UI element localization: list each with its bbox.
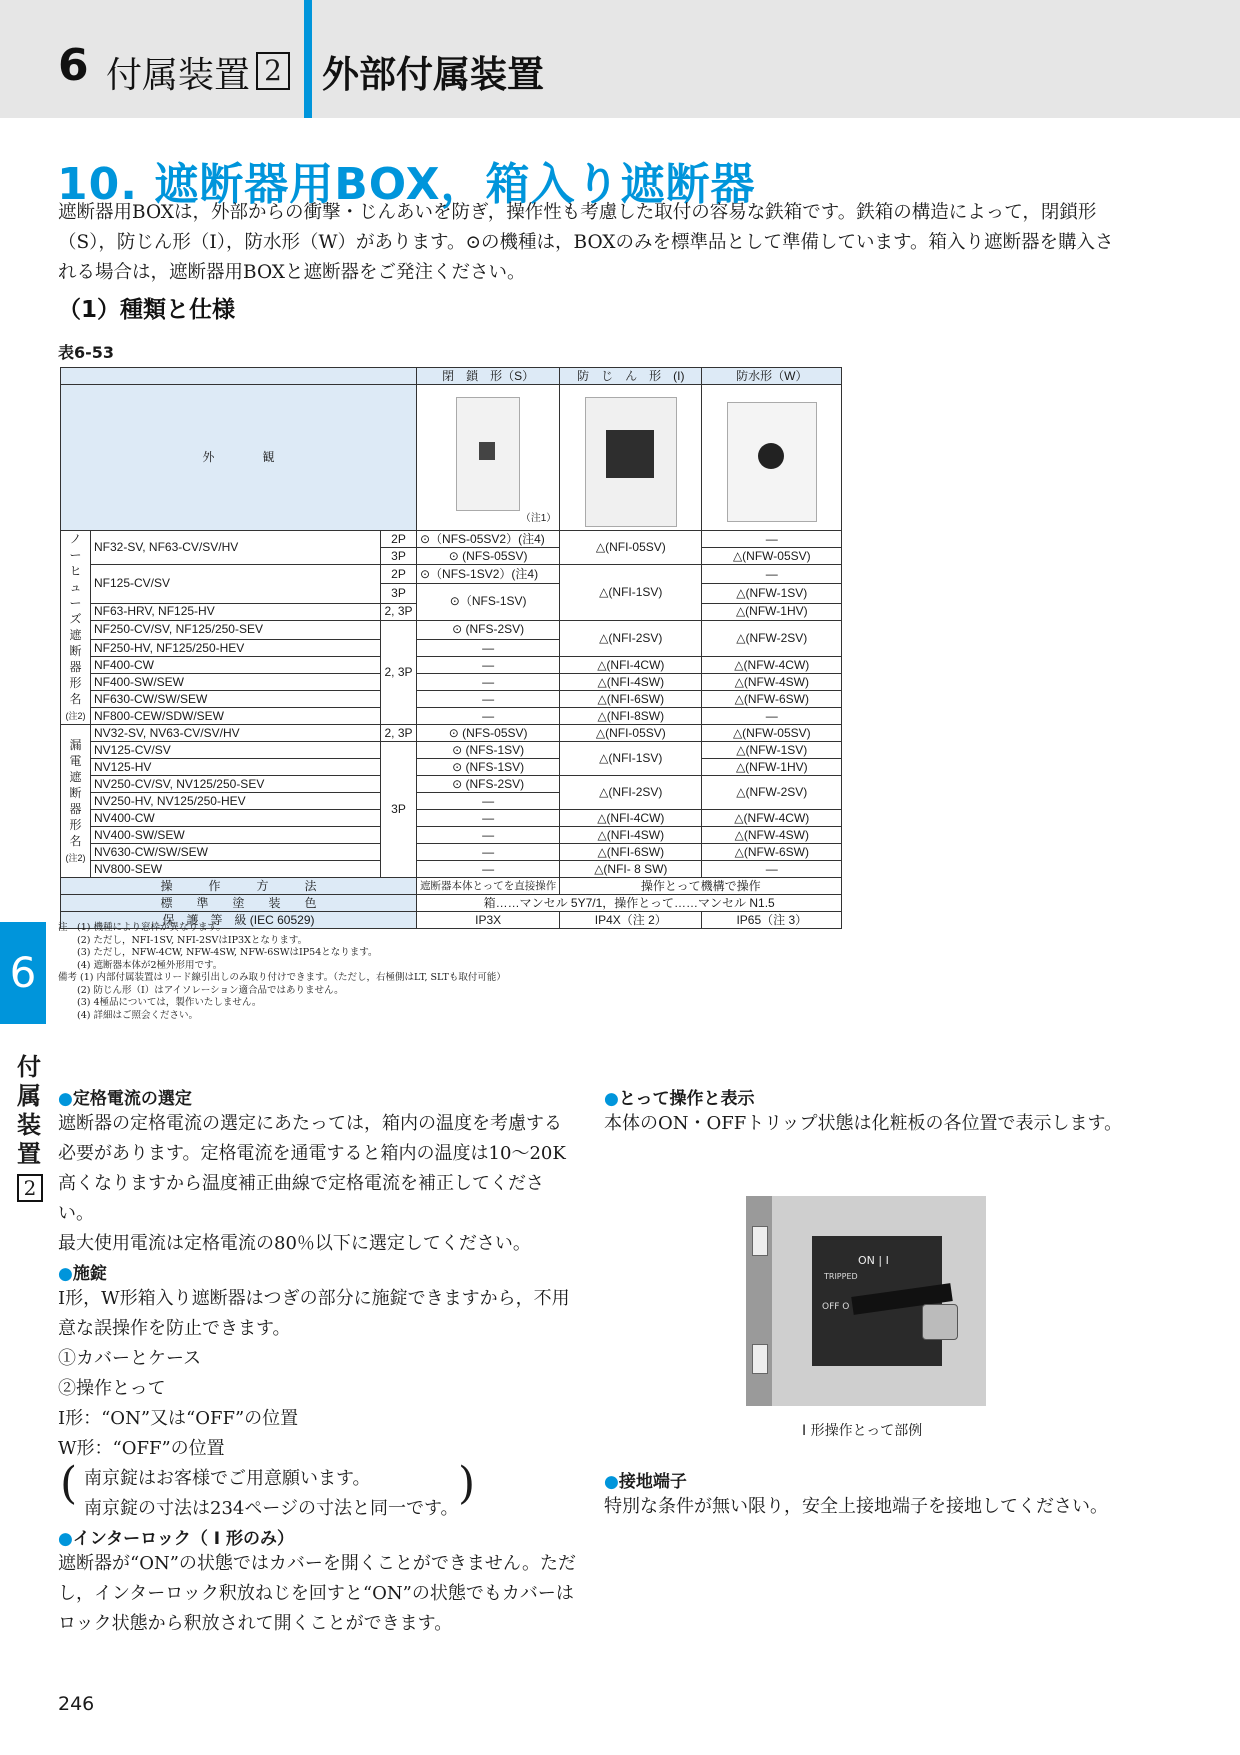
list-item: W形：“OFF”の位置 [58,1438,225,1459]
appearance-waterproof [702,385,842,531]
table-row: NV125-HV ⊙ (NFS-1SV) △(NFW-1HV) [61,759,842,776]
table-header-row [61,368,842,385]
para-grounding: 特別な条件が無い限り，安全上接地端子を接地してください。 [604,1496,1108,1517]
table-row: NF400-SW/SEW — △(NFI-4SW) △(NFW-4SW) [61,674,842,691]
para-handle-display: 本体のON・OFFトリップ状態は化粧板の各位置で表示します。 [604,1113,1123,1134]
para-interlock: 遮断器が“ON”の状態ではカバーを開くことができません。ただし，インターロック釈放ねじを回すと“ON”の状態でもカバーはロック状態から釈放されて開くことができます。 [58,1553,576,1634]
rotary-handle-icon [758,443,784,469]
table-row: 3P ⊙ (NFS-05SV) △(NFW-05SV) [61,548,842,565]
table-row: NF250-HV, NF125/250-HEV — [61,640,842,657]
appearance-label: 外 観 [61,385,417,531]
appearance-row [61,385,842,531]
table-row: NF250-CV/SV, NF125/250-SEV 2, 3P ⊙ (NFS-2SV) △(NFI-2SV) △(NFW-2SV) [61,620,842,639]
appearance-dustproof [560,385,702,531]
table-row: NV125-CV/SV 3P ⊙ (NFS-1SV) △(NFI-1SV) △(NFW-1SV) [61,742,842,759]
bracket-note: ( ) 南京錠はお客様でご用意願います。 南京錠の寸法は234ページの寸法と同一です。 [60,1458,476,1519]
page-number: 246 [58,1693,95,1715]
table-row-protection: 保 護 等 級 (IEC 60529) IP3X IP4X（注 2） IP65（注 3） [61,912,842,929]
table-row-paint: 標 準 塗 装 色 箱……マンセル 5Y7/1，操作とって……マンセル N1.5 [61,895,842,912]
table-row: ノーヒューズ遮断器形名 (注2) NF32-SV, NF63-CV/SV/HV 2P ⊙（NFS-05SV2）(注4) △(NFI-05SV) — [61,531,842,548]
table-row: NV250-HV, NV125/250-HEV — [61,793,842,810]
list-item: I形：“ON”又は“OFF”の位置 [58,1408,299,1429]
intro-paragraph: 遮断器用BOXは，外部からの衝撃・じんあいを防ぎ，操作性も考慮した取付の容易な鉄箱です。鉄箱の構造によって，閉鎖形（S），防じん形（I），防水形（W）があります。⊙の機種は，BOXのみを標準品として準備しています。箱入り遮断器を購入される場合は，遮断器用BOXと遮断器をご発注ください。 [58,202,1114,283]
dustproof-box-image [585,397,677,527]
table-row: NF630-CW/SW/SEW — △(NFI-6SW) △(NFW-6SW) [61,691,842,708]
chapter-box-number: 2 [256,52,290,90]
table-row: NF63-HRV, NF125-HV 2, 3P △(NFW-1HV) [61,603,842,620]
col-header-dustproof: 防 じ ん 形 (I) [560,368,702,385]
grounding-section [604,1467,1124,1522]
handle-photo [746,1196,986,1406]
para-locking: I形，W形箱入り遮断器はつぎの部分に施錠できますから，不用意な誤操作を防止できます。 [58,1288,570,1339]
hinge-icon [752,1344,768,1374]
side-tab-box: 2 [17,1174,43,1202]
waterproof-box-image [727,402,817,522]
table-notes: 注 (1) 機種により窓枠が異なります。 (2) ただし，NFI-1SV, NFI-2SVはIP3Xとなります。 (3) ただし，NFW-4CW, NFW-4SW, NFW-6SWはIP54となります。 (4) 遮断器本体が2極外形用です。 備考 (1) 内部付属装置はリード線引出しのみ取り付けできます。（ただし，右極側はLT, SLTも取付可能） (2) 防じん形（I）はアイソレーション適合品ではありません。 (3) 4極品については，製作いたしません。 (4) 詳細はご照会ください。 [58,922,506,1021]
table-row: NV800-SEW — △(NFI- 8 SW) — [61,861,842,878]
subsection-heading: （1）種類と仕様 [58,297,236,323]
table-row: NF800-CEW/SDW/SEW — △(NFI-8SW) — [61,708,842,725]
heading-rated-current: ●定格電流の選定 [58,1089,192,1109]
hinge-icon [752,1226,768,1256]
table-row: NV400-CW — △(NFI-4CW) △(NFW-4CW) [61,810,842,827]
heading-locking: ●施錠 [58,1264,107,1284]
heading-grounding: ●接地端子 [604,1472,687,1492]
handle-window-icon [479,442,495,460]
table-row: NF125-CV/SV 2P ⊙（NFS-1SV2）(注4) △(NFI-1SV) — [61,565,842,584]
handle-plate-icon [606,430,654,478]
para-rated-current: 遮断器の定格電流の選定にあたっては，箱内の温度を考慮する必要があります。定格電流を通電すると箱内の温度は10〜20K高くなりますから温度補正曲線で定格電流を補正してください。 [58,1113,566,1224]
chapter-title: 付属装置 [106,55,251,96]
appearance-note: （注1） [520,513,557,524]
left-column [58,1084,578,1639]
table-row: NV250-CV/SV, NV125/250-SEV ⊙ (NFS-2SV) △(NFI-2SV) △(NFW-2SV) [61,776,842,793]
table-row: NV400-SW/SEW — △(NFI-4SW) △(NFW-4SW) [61,827,842,844]
handle-plate-icon: ON | I TRIPPED OFF O [812,1236,942,1366]
side-tab-number: 6 [0,922,46,1024]
list-item: ①カバーとケース [58,1348,202,1369]
closed-box-image [456,397,520,511]
table-row: 3P ⊙（NFS-1SV) △(NFW-1SV) [61,584,842,603]
chapter-number: 6 [58,40,89,91]
photo-caption: I 形操作とって部例 [802,1423,923,1439]
table-label: 表6-53 [58,343,115,362]
list-item: ②操作とって [58,1378,166,1399]
heading-handle-display: ●とって操作と表示 [604,1089,755,1109]
section-title: 外部付属装置 [322,53,544,96]
heading-interlock: ●インターロック（ I 形のみ） [58,1529,294,1549]
table-row: NV630-CW/SW/SEW — △(NFI-6SW) △(NFW-6SW) [61,844,842,861]
col-header-waterproof: 防水形（W） [702,368,842,385]
spec-table [60,367,842,929]
group-elcb-label: 漏電遮断器形名 (注2) [61,725,91,878]
table-row: 漏電遮断器形名 (注2) NV32-SV, NV63-CV/SV/HV 2, 3P ⊙ (NFS-05SV) △(NFI-05SV) △(NFW-05SV) [61,725,842,742]
para-max-current: 最大使用電流は定格電流の80％以下に選定してください。 [58,1233,531,1254]
group-nofuse-label: ノーヒューズ遮断器形名 (注2) [61,531,91,725]
appearance-closed [417,385,560,531]
header-divider [304,0,312,118]
table-row-operation: 操 作 方 法 遮断器本体とってを直接操作 操作とって機構で操作 [61,878,842,895]
page-title: 10. 遮断器用BOX，箱入り遮断器 [57,159,756,210]
table-row: NF400-CW — △(NFI-4CW) △(NFW-4CW) [61,657,842,674]
col-header-closed: 閉 鎖 形（S） [417,368,560,385]
side-tab-label: 付属装置 [17,1052,41,1168]
padlock-icon [922,1304,958,1340]
right-column [604,1084,1124,1139]
